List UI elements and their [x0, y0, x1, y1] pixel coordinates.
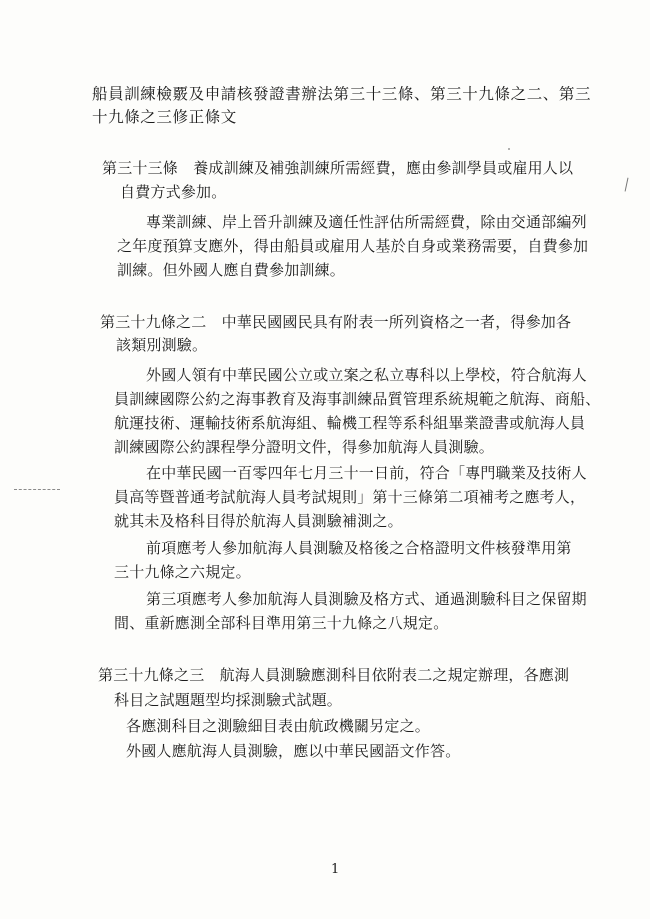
article-39-2-line: 就其未及格科目得於航海人員測驗補測之。	[114, 512, 403, 530]
article-39-2-line: 員高等暨普通考試航海人員考試規則」第十三條第二項補考之應考人，	[114, 488, 586, 506]
article-39-2-line: 外國人領有中華民國公立或立案之私立專科以上學校，符合航海人	[146, 366, 587, 384]
article-39-2-line: 該類別測驗。	[116, 336, 208, 354]
scan-artifact-mark	[625, 178, 633, 193]
article-39-2-line: 航運技術、運輸技術系航海組、輪機工程等系科組畢業證書或航海人員	[114, 414, 586, 432]
article-39-2-line: 在中華民國一百零四年七月三十一日前，符合「專門職業及技術人	[146, 464, 587, 482]
article-33-line: 自費方式參加。	[120, 183, 227, 201]
article-39-2-line: 訓練國際公約課程學分證明文件，得參加航海人員測驗。	[114, 438, 495, 456]
scan-artifact-dash	[14, 489, 60, 490]
article-39-2-line: 第三項應考人參加航海人員測驗及格方式、通過測驗科目之保留期	[146, 590, 587, 608]
article-39-3-line: 外國人應航海人員測驗，應以中華民國語文作答。	[126, 742, 461, 760]
article-39-2-line: 前項應考人參加航海人員測驗及格後之合格證明文件核發準用第	[146, 539, 572, 557]
article-33-line: 訓練。但外國人應自費參加訓練。	[117, 261, 346, 279]
article-39-2-line: 間、重新應測全部科目準用第三十九條之八規定。	[114, 614, 449, 632]
document-title-line-2: 十九條之三修正條文	[92, 108, 237, 126]
article-39-2-line: 員訓練國際公約之海事教育及海事訓練品質管理系統規範之航海、商船、	[114, 390, 601, 408]
scan-artifact-dot	[508, 148, 510, 150]
article-33-line: 之年度預算支應外，得由船員或雇用人基於自身或業務需要，自費參加	[117, 237, 589, 255]
document-title-line-1: 船員訓練檢覈及申請核發證書辦法第三十三條、第三十九條之二、第三	[92, 85, 592, 103]
article-39-3-heading-line: 第三十九條之三 航海人員測驗應測科目依附表二之規定辦理，各應測	[98, 666, 570, 684]
article-39-3-line: 科目之試題題型均採測驗式試題。	[114, 691, 343, 709]
article-33-heading-line: 第三十三條 養成訓練及補強訓練所需經費，應由參訓學員或雇用人以	[102, 159, 574, 177]
article-39-2-line: 三十九條之六規定。	[114, 563, 251, 581]
article-39-2-heading-line: 第三十九條之二 中華民國國民具有附表一所列資格之一者，得參加各	[100, 313, 572, 331]
article-33-line: 專業訓練、岸上晉升訓練及適任性評估所需經費，除由交通部編列	[146, 213, 587, 231]
page-number: 1	[331, 862, 340, 877]
article-39-3-line: 各應測科目之測驗細目表由航政機關另定之。	[126, 717, 431, 735]
